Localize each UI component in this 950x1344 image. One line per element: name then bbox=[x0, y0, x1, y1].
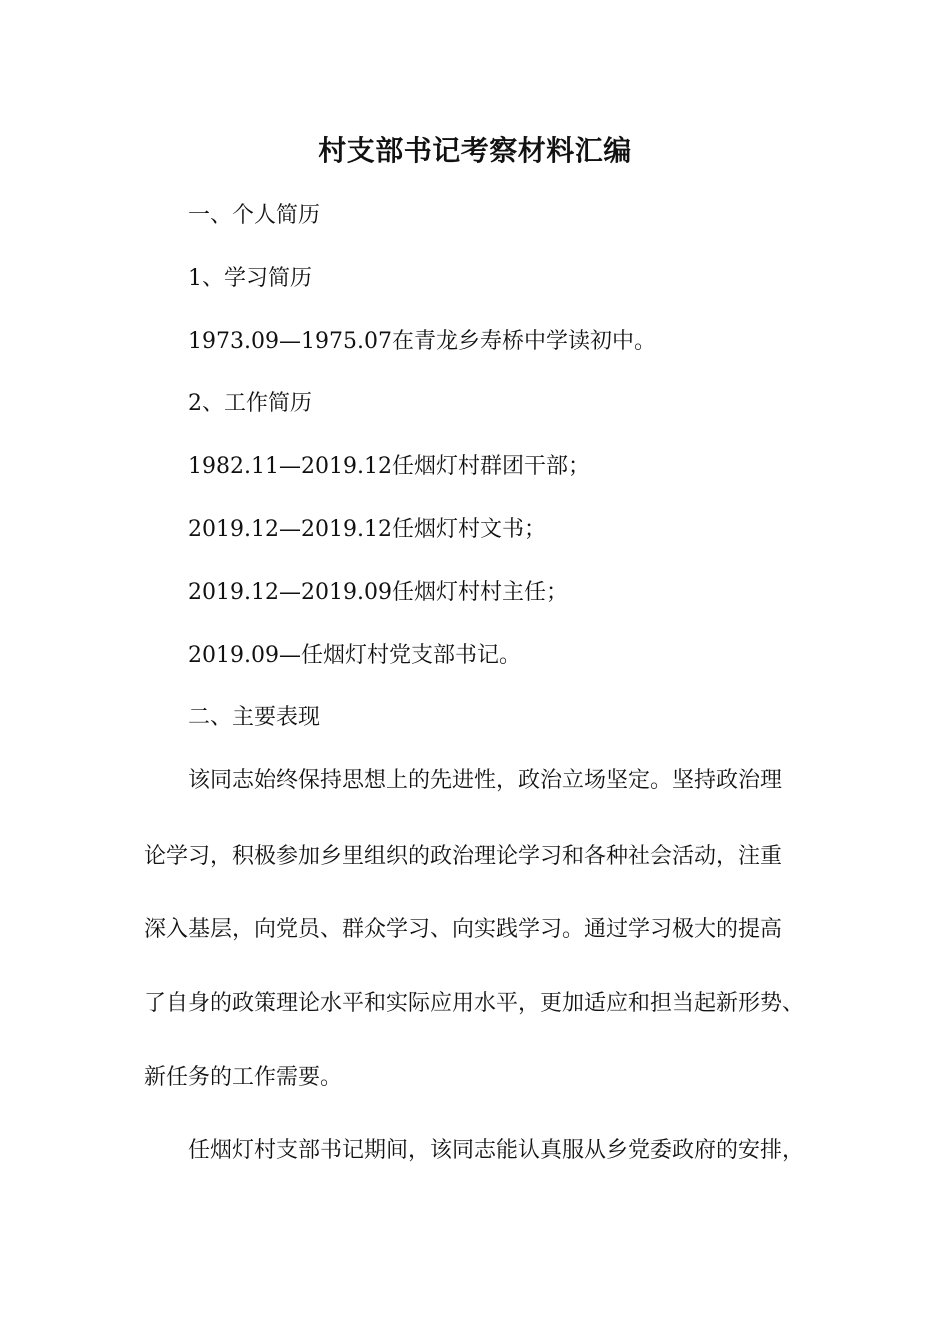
document-title: 村支部书记考察材料汇编 bbox=[318, 134, 632, 167]
study-entry: 1973.09—1975.07在青龙乡寿桥中学读初中。 bbox=[188, 329, 656, 354]
paragraph-line: 了自身的政策理论水平和实际应用水平，更加适应和担当起新形势、 bbox=[144, 991, 805, 1016]
paragraph-line: 任烟灯村支部书记期间，该同志能认真服从乡党委政府的安排， bbox=[188, 1138, 805, 1163]
work-entry: 2019.12—2019.09任烟灯村村主任； bbox=[188, 580, 568, 605]
paragraph-line: 论学习，积极参加乡里组织的政治理论学习和各种社会活动，注重 bbox=[144, 844, 783, 869]
work-entry: 2019.12—2019.12任烟灯村文书； bbox=[188, 517, 546, 542]
work-entry: 2019.09—任烟灯村党支部书记。 bbox=[188, 643, 521, 668]
paragraph-line: 新任务的工作需要。 bbox=[144, 1065, 343, 1090]
subheading-work-history: 2、工作简历 bbox=[188, 391, 312, 416]
work-entry: 1982.11—2019.12任烟灯村群团干部； bbox=[188, 454, 590, 479]
subheading-study-history: 1、学习简历 bbox=[188, 266, 312, 291]
section-heading-performance: 二、主要表现 bbox=[188, 705, 321, 730]
paragraph-line: 深入基层，向党员、群众学习、向实践学习。通过学习极大的提高 bbox=[144, 917, 783, 942]
paragraph-line: 该同志始终保持思想上的先进性，政治立场坚定。坚持政治理 bbox=[188, 768, 783, 793]
section-heading-resume: 一、个人简历 bbox=[188, 203, 321, 228]
